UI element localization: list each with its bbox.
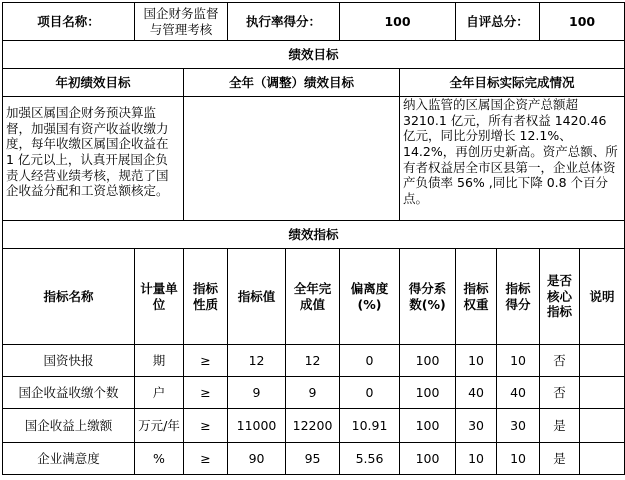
indicator-score: 10 [497, 345, 540, 377]
indicator-actual: 95 [286, 443, 340, 475]
indicator-nature: ≥ [184, 409, 228, 443]
adjusted-goals-header: 全年（调整）绩效目标 [184, 69, 400, 97]
execution-score-label: 执行率得分： [228, 3, 340, 41]
table-row [3, 409, 625, 443]
indicator-deviation: 10.91 [340, 409, 400, 443]
col-actual: 全年完成值 [286, 249, 340, 345]
indicator-unit: 万元/年 [135, 409, 184, 443]
col-indicator-name: 指标名称 [3, 249, 135, 345]
indicator-score: 30 [497, 409, 540, 443]
indicator-actual: 12 [286, 345, 340, 377]
project-name-value: 国企财务监督与管理考核 [135, 3, 228, 41]
initial-goals-text: 加强区属国企财务预决算监督，加强国有资产收益收缴力度，每年收缴区属国企收益在 1 亿元以上，认真开展国企负责人经营业绩考核，规范了国企收益分配和工资总额核定。 [3, 97, 184, 221]
indicator-nature: ≥ [184, 443, 228, 475]
indicator-target: 9 [228, 377, 286, 409]
indicator-unit: % [135, 443, 184, 475]
table-row [3, 443, 625, 475]
indicator-target: 11000 [228, 409, 286, 443]
indicator-weight: 30 [456, 409, 497, 443]
col-coefficient: 得分系数(%) [400, 249, 456, 345]
col-note: 说明 [580, 249, 625, 345]
indicator-weight: 10 [456, 345, 497, 377]
indicator-note [580, 443, 625, 475]
indicator-name: 国企收益收缴个数 [3, 377, 135, 409]
indicator-score: 40 [497, 377, 540, 409]
indicator-name: 国资快报 [3, 345, 135, 377]
col-weight: 指标权重 [456, 249, 497, 345]
indicator-core: 是 [540, 443, 580, 475]
self-score-value: 100 [540, 3, 625, 41]
indicator-nature: ≥ [184, 345, 228, 377]
adjusted-goals-text [184, 97, 400, 221]
actual-completion-text: 纳入监管的区属国企资产总额超 3210.1 亿元，所有者权益 1420.46 亿元，同比分别增长 12.1%、14.2%，再创历史新高。资产总额、所有者权益居全市区县第一，企业总体资产负债率 56% ,同比下降 0.8 个百分点。 [400, 97, 625, 221]
col-score: 指标得分 [497, 249, 540, 345]
goals-section-title: 绩效目标 [3, 41, 625, 69]
indicator-coefficient: 100 [400, 345, 456, 377]
col-nature: 指标性质 [184, 249, 228, 345]
performance-evaluation-table [2, 2, 625, 475]
col-unit: 计量单位 [135, 249, 184, 345]
indicator-unit: 期 [135, 345, 184, 377]
indicator-note [580, 345, 625, 377]
indicator-name: 国企收益上缴额 [3, 409, 135, 443]
indicator-core: 是 [540, 409, 580, 443]
indicator-nature: ≥ [184, 377, 228, 409]
initial-goals-header: 年初绩效目标 [3, 69, 184, 97]
indicator-core: 否 [540, 345, 580, 377]
indicator-target: 12 [228, 345, 286, 377]
indicator-weight: 40 [456, 377, 497, 409]
indicator-name: 企业满意度 [3, 443, 135, 475]
col-target: 指标值 [228, 249, 286, 345]
col-core: 是否核心指标 [540, 249, 580, 345]
indicator-coefficient: 100 [400, 377, 456, 409]
indicator-coefficient: 100 [400, 409, 456, 443]
indicator-deviation: 5.56 [340, 443, 400, 475]
indicator-note [580, 377, 625, 409]
execution-score-value: 100 [340, 3, 456, 41]
indicator-unit: 户 [135, 377, 184, 409]
indicator-actual: 9 [286, 377, 340, 409]
indicator-core: 否 [540, 377, 580, 409]
table-row [3, 377, 625, 409]
col-deviation: 偏离度(%) [340, 249, 400, 345]
indicator-note [580, 409, 625, 443]
indicator-weight: 10 [456, 443, 497, 475]
self-score-label: 自评总分： [456, 3, 540, 41]
indicator-score: 10 [497, 443, 540, 475]
project-name-label: 项目名称： [3, 3, 135, 41]
table-row [3, 345, 625, 377]
indicator-deviation: 0 [340, 377, 400, 409]
indicators-section-title: 绩效指标 [3, 221, 625, 249]
actual-completion-header: 全年目标实际完成情况 [400, 69, 625, 97]
indicator-deviation: 0 [340, 345, 400, 377]
indicator-coefficient: 100 [400, 443, 456, 475]
indicator-actual: 12200 [286, 409, 340, 443]
indicator-target: 90 [228, 443, 286, 475]
